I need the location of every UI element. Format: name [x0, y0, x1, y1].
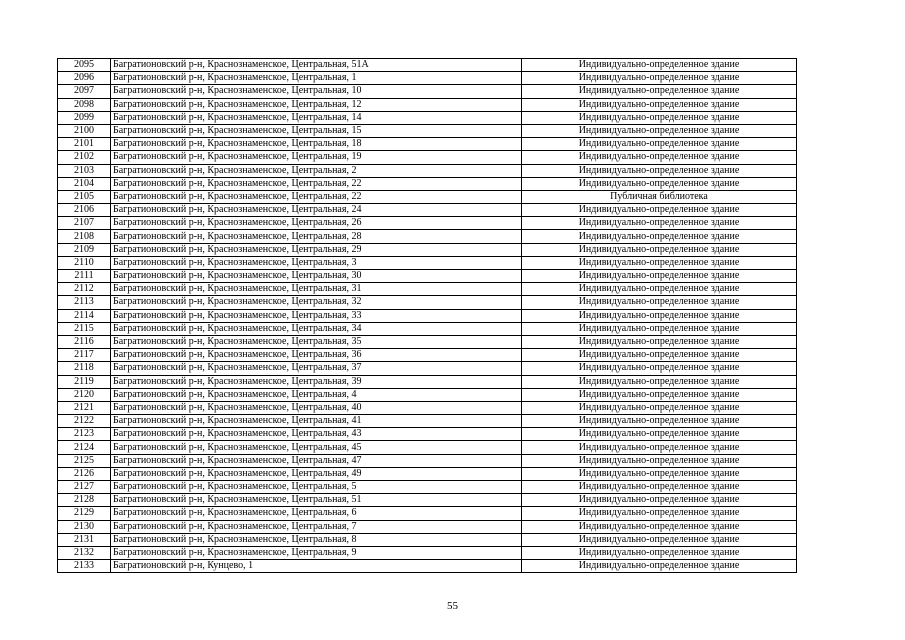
row-number-cell: 2117	[58, 349, 111, 362]
register-body	[58, 59, 797, 573]
register-table	[57, 58, 797, 573]
row-number-cell: 2124	[58, 441, 111, 454]
object-type-cell: Индивидуально-определенное здание	[522, 560, 797, 573]
object-type-cell: Индивидуально-определенное здание	[522, 467, 797, 480]
table-row	[58, 270, 797, 283]
address-cell: Багратионовский р-н, Краснознаменское, Центральная, 7	[111, 520, 522, 533]
row-number-cell: 2105	[58, 190, 111, 203]
address-cell: Багратионовский р-н, Краснознаменское, Центральная, 10	[111, 85, 522, 98]
table-row	[58, 124, 797, 137]
object-type-cell: Индивидуально-определенное здание	[522, 507, 797, 520]
address-cell: Багратионовский р-н, Краснознаменское, Центральная, 30	[111, 270, 522, 283]
table-row	[58, 283, 797, 296]
address-cell: Багратионовский р-н, Краснознаменское, Центральная, 32	[111, 296, 522, 309]
table-row	[58, 494, 797, 507]
table-row	[58, 520, 797, 533]
row-number-cell: 2095	[58, 59, 111, 72]
object-type-cell: Индивидуально-определенное здание	[522, 481, 797, 494]
table-row	[58, 111, 797, 124]
table-row	[58, 256, 797, 269]
table-row	[58, 375, 797, 388]
object-type-cell: Индивидуально-определенное здание	[522, 441, 797, 454]
table-row	[58, 388, 797, 401]
object-type-cell: Индивидуально-определенное здание	[522, 164, 797, 177]
row-number-cell: 2115	[58, 322, 111, 335]
table-row	[58, 560, 797, 573]
object-type-cell: Индивидуально-определенное здание	[522, 375, 797, 388]
row-number-cell: 2100	[58, 124, 111, 137]
address-cell: Багратионовский р-н, Краснознаменское, Центральная, 31	[111, 283, 522, 296]
address-cell: Багратионовский р-н, Краснознаменское, Центральная, 2	[111, 164, 522, 177]
object-type-cell: Индивидуально-определенное здание	[522, 283, 797, 296]
object-type-cell: Индивидуально-определенное здание	[522, 138, 797, 151]
object-type-cell: Индивидуально-определенное здание	[522, 428, 797, 441]
table-row	[58, 441, 797, 454]
address-cell: Багратионовский р-н, Краснознаменское, Центральная, 34	[111, 322, 522, 335]
table-row	[58, 164, 797, 177]
table-row	[58, 546, 797, 559]
address-cell: Багратионовский р-н, Краснознаменское, Центральная, 36	[111, 349, 522, 362]
address-cell: Багратионовский р-н, Краснознаменское, Центральная, 8	[111, 533, 522, 546]
object-type-cell: Индивидуально-определенное здание	[522, 546, 797, 559]
address-cell: Багратионовский р-н, Краснознаменское, Центральная, 49	[111, 467, 522, 480]
address-cell: Багратионовский р-н, Краснознаменское, Центральная, 45	[111, 441, 522, 454]
row-number-cell: 2111	[58, 270, 111, 283]
row-number-cell: 2104	[58, 177, 111, 190]
address-cell: Багратионовский р-н, Краснознаменское, Центральная, 6	[111, 507, 522, 520]
row-number-cell: 2130	[58, 520, 111, 533]
object-type-cell: Индивидуально-определенное здание	[522, 72, 797, 85]
row-number-cell: 2121	[58, 401, 111, 414]
address-cell: Багратионовский р-н, Краснознаменское, Центральная, 33	[111, 309, 522, 322]
table-row	[58, 243, 797, 256]
table-row	[58, 467, 797, 480]
address-cell: Багратионовский р-н, Краснознаменское, Центральная, 47	[111, 454, 522, 467]
row-number-cell: 2128	[58, 494, 111, 507]
object-type-cell: Индивидуально-определенное здание	[522, 309, 797, 322]
address-cell: Багратионовский р-н, Краснознаменское, Центральная, 15	[111, 124, 522, 137]
row-number-cell: 2127	[58, 481, 111, 494]
table-row	[58, 349, 797, 362]
table-row	[58, 507, 797, 520]
row-number-cell: 2114	[58, 309, 111, 322]
table-row	[58, 217, 797, 230]
table-row	[58, 481, 797, 494]
row-number-cell: 2106	[58, 204, 111, 217]
address-cell: Багратионовский р-н, Краснознаменское, Центральная, 19	[111, 151, 522, 164]
address-cell: Багратионовский р-н, Кунцево, 1	[111, 560, 522, 573]
address-cell: Багратионовский р-н, Краснознаменское, Центральная, 14	[111, 111, 522, 124]
address-cell: Багратионовский р-н, Краснознаменское, Центральная, 22	[111, 177, 522, 190]
row-number-cell: 2112	[58, 283, 111, 296]
table-row	[58, 296, 797, 309]
object-type-cell: Индивидуально-определенное здание	[522, 111, 797, 124]
address-cell: Багратионовский р-н, Краснознаменское, Центральная, 22	[111, 190, 522, 203]
object-type-cell: Индивидуально-определенное здание	[522, 59, 797, 72]
table-row	[58, 190, 797, 203]
table-row	[58, 401, 797, 414]
address-cell: Багратионовский р-н, Краснознаменское, Центральная, 18	[111, 138, 522, 151]
table-row	[58, 59, 797, 72]
object-type-cell: Индивидуально-определенное здание	[522, 401, 797, 414]
table-row	[58, 309, 797, 322]
object-type-cell: Индивидуально-определенное здание	[522, 415, 797, 428]
table-row	[58, 322, 797, 335]
table-row	[58, 85, 797, 98]
table-row	[58, 415, 797, 428]
table-row	[58, 151, 797, 164]
address-cell: Багратионовский р-н, Краснознаменское, Центральная, 24	[111, 204, 522, 217]
table-row	[58, 204, 797, 217]
object-type-cell: Индивидуально-определенное здание	[522, 388, 797, 401]
row-number-cell: 2122	[58, 415, 111, 428]
table-row	[58, 335, 797, 348]
table-row	[58, 533, 797, 546]
object-type-cell: Индивидуально-определенное здание	[522, 85, 797, 98]
row-number-cell: 2133	[58, 560, 111, 573]
address-cell: Багратионовский р-н, Краснознаменское, Центральная, 40	[111, 401, 522, 414]
table-row	[58, 177, 797, 190]
object-type-cell: Индивидуально-определенное здание	[522, 454, 797, 467]
address-cell: Багратионовский р-н, Краснознаменское, Центральная, 29	[111, 243, 522, 256]
table-row	[58, 138, 797, 151]
address-cell: Багратионовский р-н, Краснознаменское, Центральная, 51А	[111, 59, 522, 72]
row-number-cell: 2113	[58, 296, 111, 309]
row-number-cell: 2125	[58, 454, 111, 467]
address-cell: Багратионовский р-н, Краснознаменское, Центральная, 43	[111, 428, 522, 441]
row-number-cell: 2120	[58, 388, 111, 401]
table-row	[58, 72, 797, 85]
row-number-cell: 2107	[58, 217, 111, 230]
page-number: 55	[447, 600, 458, 612]
address-cell: Багратионовский р-н, Краснознаменское, Центральная, 3	[111, 256, 522, 269]
row-number-cell: 2099	[58, 111, 111, 124]
object-type-cell: Индивидуально-определенное здание	[522, 177, 797, 190]
address-cell: Багратионовский р-н, Краснознаменское, Центральная, 12	[111, 98, 522, 111]
row-number-cell: 2102	[58, 151, 111, 164]
table-row	[58, 454, 797, 467]
address-cell: Багратионовский р-н, Краснознаменское, Центральная, 4	[111, 388, 522, 401]
object-type-cell: Индивидуально-определенное здание	[522, 217, 797, 230]
address-cell: Багратионовский р-н, Краснознаменское, Центральная, 39	[111, 375, 522, 388]
object-type-cell: Индивидуально-определенное здание	[522, 204, 797, 217]
table-row	[58, 98, 797, 111]
row-number-cell: 2123	[58, 428, 111, 441]
row-number-cell: 2096	[58, 72, 111, 85]
address-cell: Багратионовский р-н, Краснознаменское, Центральная, 26	[111, 217, 522, 230]
object-type-cell: Индивидуально-определенное здание	[522, 124, 797, 137]
object-type-cell: Публичная библиотека	[522, 190, 797, 203]
address-cell: Багратионовский р-н, Краснознаменское, Центральная, 9	[111, 546, 522, 559]
table-row	[58, 428, 797, 441]
row-number-cell: 2098	[58, 98, 111, 111]
object-type-cell: Индивидуально-определенное здание	[522, 230, 797, 243]
object-type-cell: Индивидуально-определенное здание	[522, 362, 797, 375]
row-number-cell: 2109	[58, 243, 111, 256]
table-row	[58, 230, 797, 243]
object-type-cell: Индивидуально-определенное здание	[522, 533, 797, 546]
object-type-cell: Индивидуально-определенное здание	[522, 151, 797, 164]
row-number-cell: 2110	[58, 256, 111, 269]
object-type-cell: Индивидуально-определенное здание	[522, 335, 797, 348]
object-type-cell: Индивидуально-определенное здание	[522, 494, 797, 507]
address-cell: Багратионовский р-н, Краснознаменское, Центральная, 51	[111, 494, 522, 507]
address-cell: Багратионовский р-н, Краснознаменское, Центральная, 28	[111, 230, 522, 243]
address-cell: Багратионовский р-н, Краснознаменское, Центральная, 1	[111, 72, 522, 85]
address-cell: Багратионовский р-н, Краснознаменское, Центральная, 41	[111, 415, 522, 428]
object-type-cell: Индивидуально-определенное здание	[522, 270, 797, 283]
table-row	[58, 362, 797, 375]
object-type-cell: Индивидуально-определенное здание	[522, 349, 797, 362]
object-type-cell: Индивидуально-определенное здание	[522, 243, 797, 256]
object-type-cell: Индивидуально-определенное здание	[522, 322, 797, 335]
address-cell: Багратионовский р-н, Краснознаменское, Центральная, 35	[111, 335, 522, 348]
row-number-cell: 2116	[58, 335, 111, 348]
object-type-cell: Индивидуально-определенное здание	[522, 296, 797, 309]
row-number-cell: 2119	[58, 375, 111, 388]
row-number-cell: 2132	[58, 546, 111, 559]
row-number-cell: 2118	[58, 362, 111, 375]
address-cell: Багратионовский р-н, Краснознаменское, Центральная, 5	[111, 481, 522, 494]
row-number-cell: 2101	[58, 138, 111, 151]
object-type-cell: Индивидуально-определенное здание	[522, 256, 797, 269]
row-number-cell: 2103	[58, 164, 111, 177]
row-number-cell: 2108	[58, 230, 111, 243]
row-number-cell: 2126	[58, 467, 111, 480]
object-type-cell: Индивидуально-определенное здание	[522, 520, 797, 533]
object-type-cell: Индивидуально-определенное здание	[522, 98, 797, 111]
address-cell: Багратионовский р-н, Краснознаменское, Центральная, 37	[111, 362, 522, 375]
row-number-cell: 2131	[58, 533, 111, 546]
row-number-cell: 2129	[58, 507, 111, 520]
row-number-cell: 2097	[58, 85, 111, 98]
